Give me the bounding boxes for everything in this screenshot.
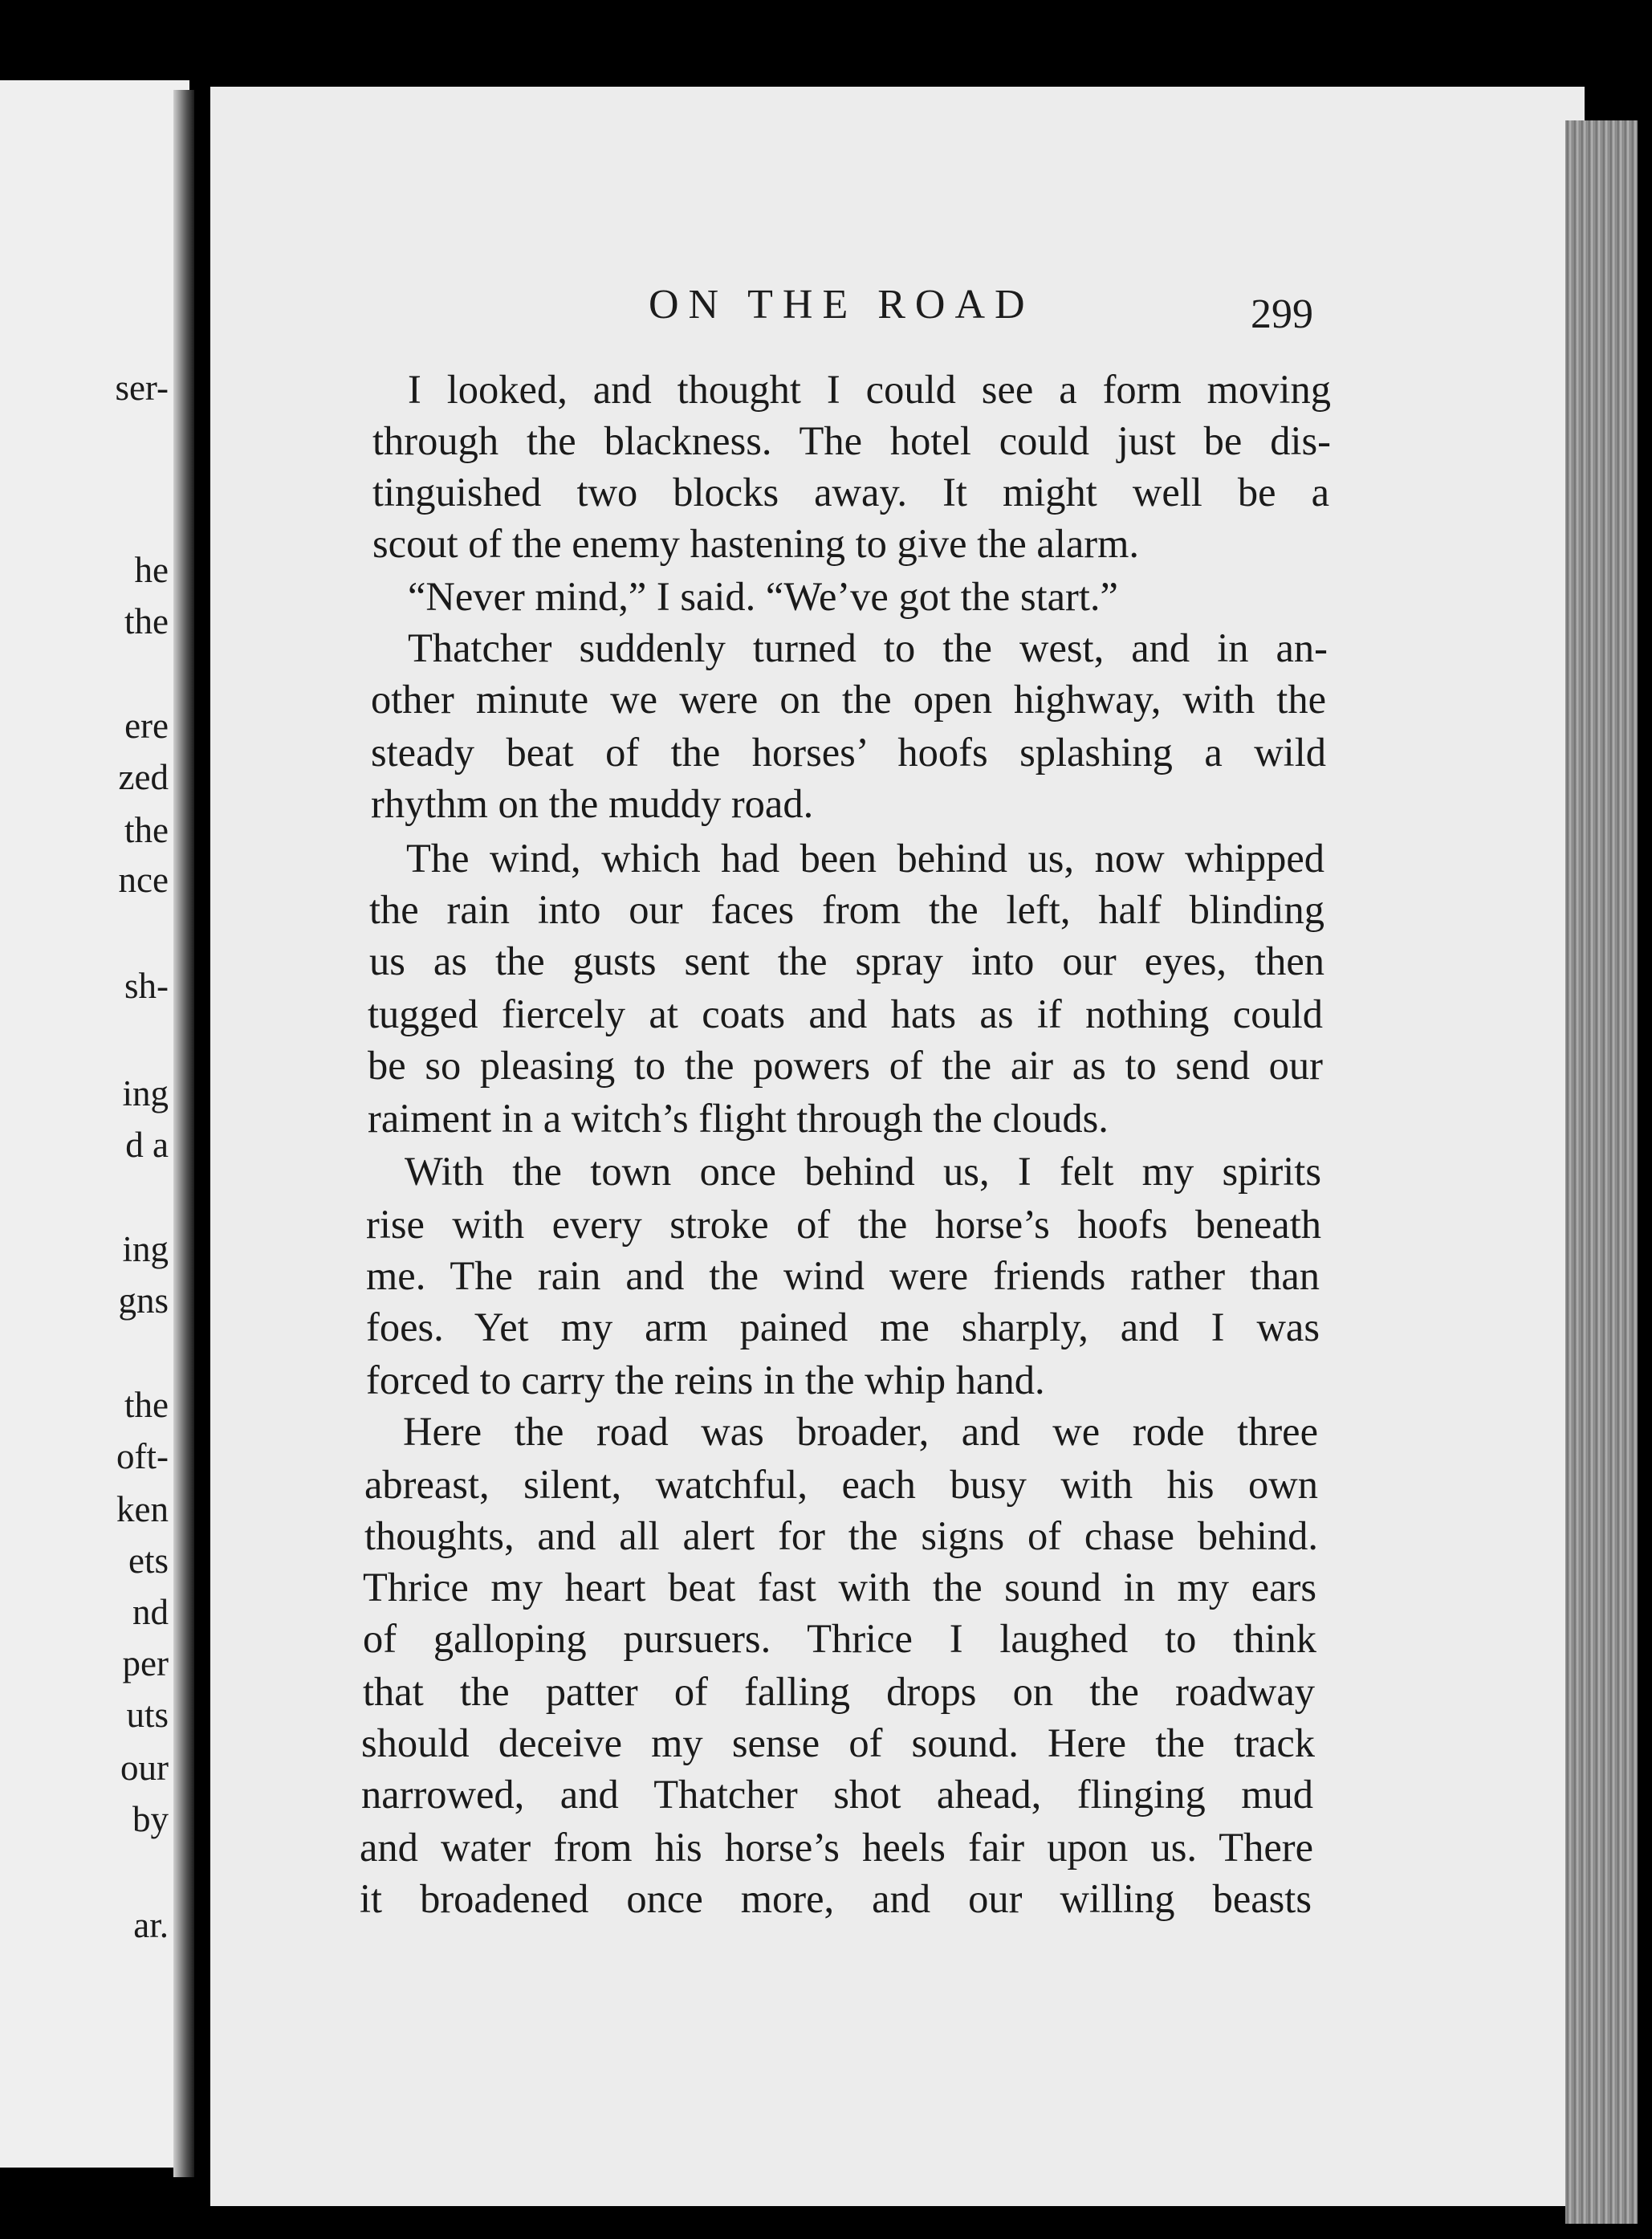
left-page-fragment: gns [118, 1280, 169, 1321]
text-line: I looked, and thought I could see a form moving [408, 367, 1331, 412]
left-page-fragment: per [122, 1643, 169, 1683]
left-page-fragment: the [124, 1385, 169, 1425]
text-line: Thatcher suddenly turned to the west, and in an- [408, 625, 1328, 670]
text-line: scout of the enemy hastening to give the alarm. [372, 521, 1140, 566]
text-line: that the patter of falling drops on the roadway [363, 1669, 1315, 1714]
left-page-fragment: the [124, 810, 169, 850]
left-page-fragment: d a [125, 1125, 169, 1165]
text-line: The wind, which had been behind us, now whipped [406, 836, 1324, 881]
text-line: steady beat of the horses’ hoofs splashing a wild [371, 730, 1326, 775]
page-edge [1565, 120, 1638, 2224]
left-page-fragment: he [134, 550, 169, 590]
text-line: thoughts, and all alert for the signs of chase behind. [364, 1513, 1318, 1558]
left-page-fragment: ing [122, 1229, 169, 1269]
text-line: rise with every stroke of the horse’s hoofs beneath [366, 1202, 1321, 1247]
left-page-fragment: ing [122, 1073, 169, 1113]
text-line: and water from his horse’s heels fair upon us. There [360, 1825, 1313, 1870]
text-line: raiment in a witch’s flight through the clouds. [368, 1096, 1109, 1141]
left-page-fragment: sh- [124, 966, 169, 1006]
left-page-fragment: ar. [133, 1905, 169, 1945]
text-line: “Never mind,” I said. “We’ve got the start.” [408, 574, 1118, 619]
text-line: Thrice my heart beat fast with the sound in my ears [363, 1565, 1316, 1610]
text-line: forced to carry the reins in the whip hand. [366, 1358, 1045, 1402]
left-page-fragment: by [132, 1799, 169, 1839]
left-page-fragment: ere [124, 706, 169, 746]
text-line: narrowed, and Thatcher shot ahead, flinging mud [361, 1772, 1313, 1817]
left-page-fragment: nd [132, 1592, 169, 1632]
text-line: me. The rain and the wind were friends rather than [366, 1253, 1320, 1298]
left-page-fragment: ken [116, 1489, 169, 1529]
text-line: it broadened once more, and our willing beasts [360, 1876, 1312, 1921]
running-head: ON THE ROAD [649, 282, 1035, 328]
left-page-fragment: oft- [116, 1436, 169, 1476]
text-line: Here the road was broader, and we rode three [403, 1409, 1318, 1454]
book-gutter [173, 90, 194, 2177]
text-line: With the town once behind us, I felt my spirits [405, 1149, 1321, 1194]
left-page-fragment: ets [128, 1541, 169, 1581]
text-line: the rain into our faces from the left, half blinding [369, 887, 1324, 932]
text-line: other minute we were on the open highway, with the [371, 677, 1326, 722]
text-line: tugged fiercely at coats and hats as if nothing could [368, 991, 1323, 1036]
left-page [0, 80, 189, 2168]
text-line: of galloping pursuers. Thrice I laughed to think [363, 1616, 1316, 1661]
text-line: rhythm on the muddy road. [371, 781, 814, 826]
left-page-fragment: the [124, 601, 169, 641]
left-page-fragment: ser- [115, 368, 169, 408]
left-page-fragment: our [120, 1748, 169, 1788]
text-line: be so pleasing to the powers of the air as to send our [368, 1043, 1323, 1088]
left-page-fragment: uts [126, 1695, 169, 1735]
text-line: us as the gusts sent the spray into our eyes, then [369, 938, 1324, 983]
text-line: should deceive my sense of sound. Here the track [361, 1720, 1315, 1765]
page-number: 299 [1251, 291, 1313, 337]
text-line: through the blackness. The hotel could just be dis- [372, 418, 1331, 463]
left-page-fragment: nce [118, 860, 169, 900]
text-line: foes. Yet my arm pained me sharply, and I was [366, 1305, 1320, 1350]
text-line: tinguished two blocks away. It might well be a [372, 470, 1329, 515]
left-page-fragment: zed [118, 757, 169, 797]
text-line: abreast, silent, watchful, each busy with his own [364, 1462, 1318, 1507]
